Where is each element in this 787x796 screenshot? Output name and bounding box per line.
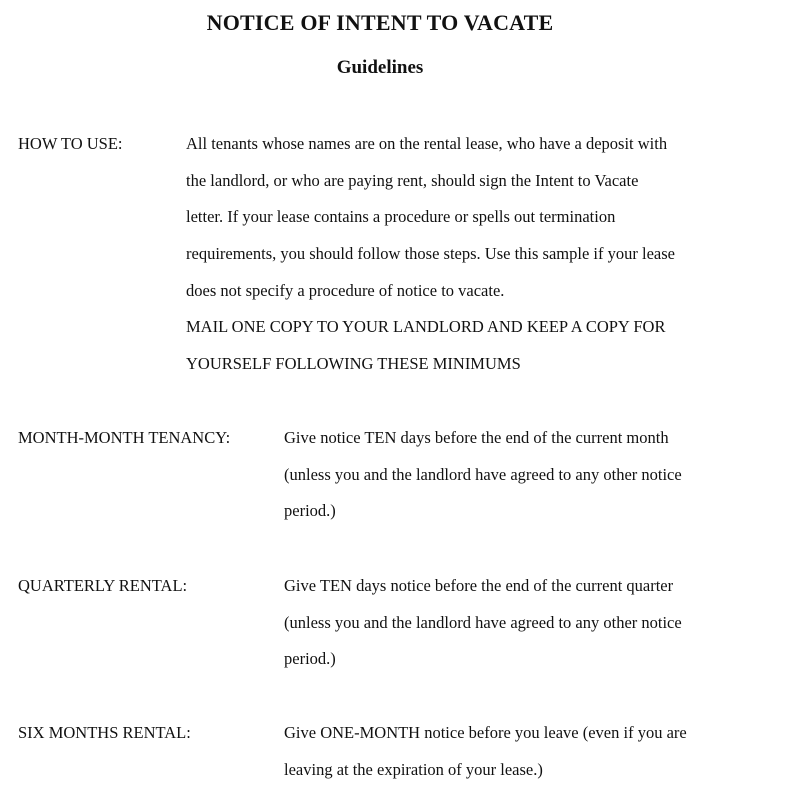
text-line: YOURSELF FOLLOWING THESE MINIMUMS	[186, 354, 521, 374]
six-months-text	[284, 723, 687, 796]
text-line: leaving at the expiration of your lease.)	[284, 759, 543, 779]
text-line: (unless you and the landlord have agreed to any other notice	[284, 612, 682, 632]
document-subtitle: Guidelines	[336, 57, 424, 78]
quarterly-label: QUARTERLY RENTAL:	[18, 576, 188, 595]
text-line: (unless you and the landlord have agreed to any other notice	[284, 464, 682, 484]
text-line: Give ONE-MONTH notice before you leave (even if you are	[284, 723, 687, 742]
document-title: NOTICE OF INTENT TO VACATE	[206, 10, 554, 35]
month-month-label: MONTH-MONTH TENANCY:	[18, 428, 231, 447]
text-line: requirements, you should follow those steps. Use this sample if your lease	[186, 244, 675, 264]
month-month-text	[284, 428, 682, 538]
text-line: does not specify a procedure of notice to vacate.	[186, 280, 505, 300]
how-to-use-label: HOW TO USE:	[18, 134, 123, 153]
text-line: Give notice TEN days before the end of the current month	[284, 428, 669, 447]
text-line: Give TEN days notice before the end of the current quarter	[284, 576, 674, 595]
text-line: period.)	[284, 501, 336, 521]
text-line: the landlord, or who are paying rent, should sign the Intent to Vacate	[186, 170, 639, 190]
quarterly-text	[284, 576, 682, 686]
text-line: letter. If your lease contains a procedure or spells out termination	[186, 207, 616, 227]
text-line: All tenants whose names are on the rental lease, who have a deposit with	[186, 134, 668, 153]
text-line: MAIL ONE COPY TO YOUR LANDLORD AND KEEP A COPY FOR	[186, 317, 666, 337]
text-line: period.)	[284, 649, 336, 669]
how-to-use-text	[186, 134, 675, 391]
six-months-label: SIX MONTHS RENTAL:	[18, 723, 191, 742]
